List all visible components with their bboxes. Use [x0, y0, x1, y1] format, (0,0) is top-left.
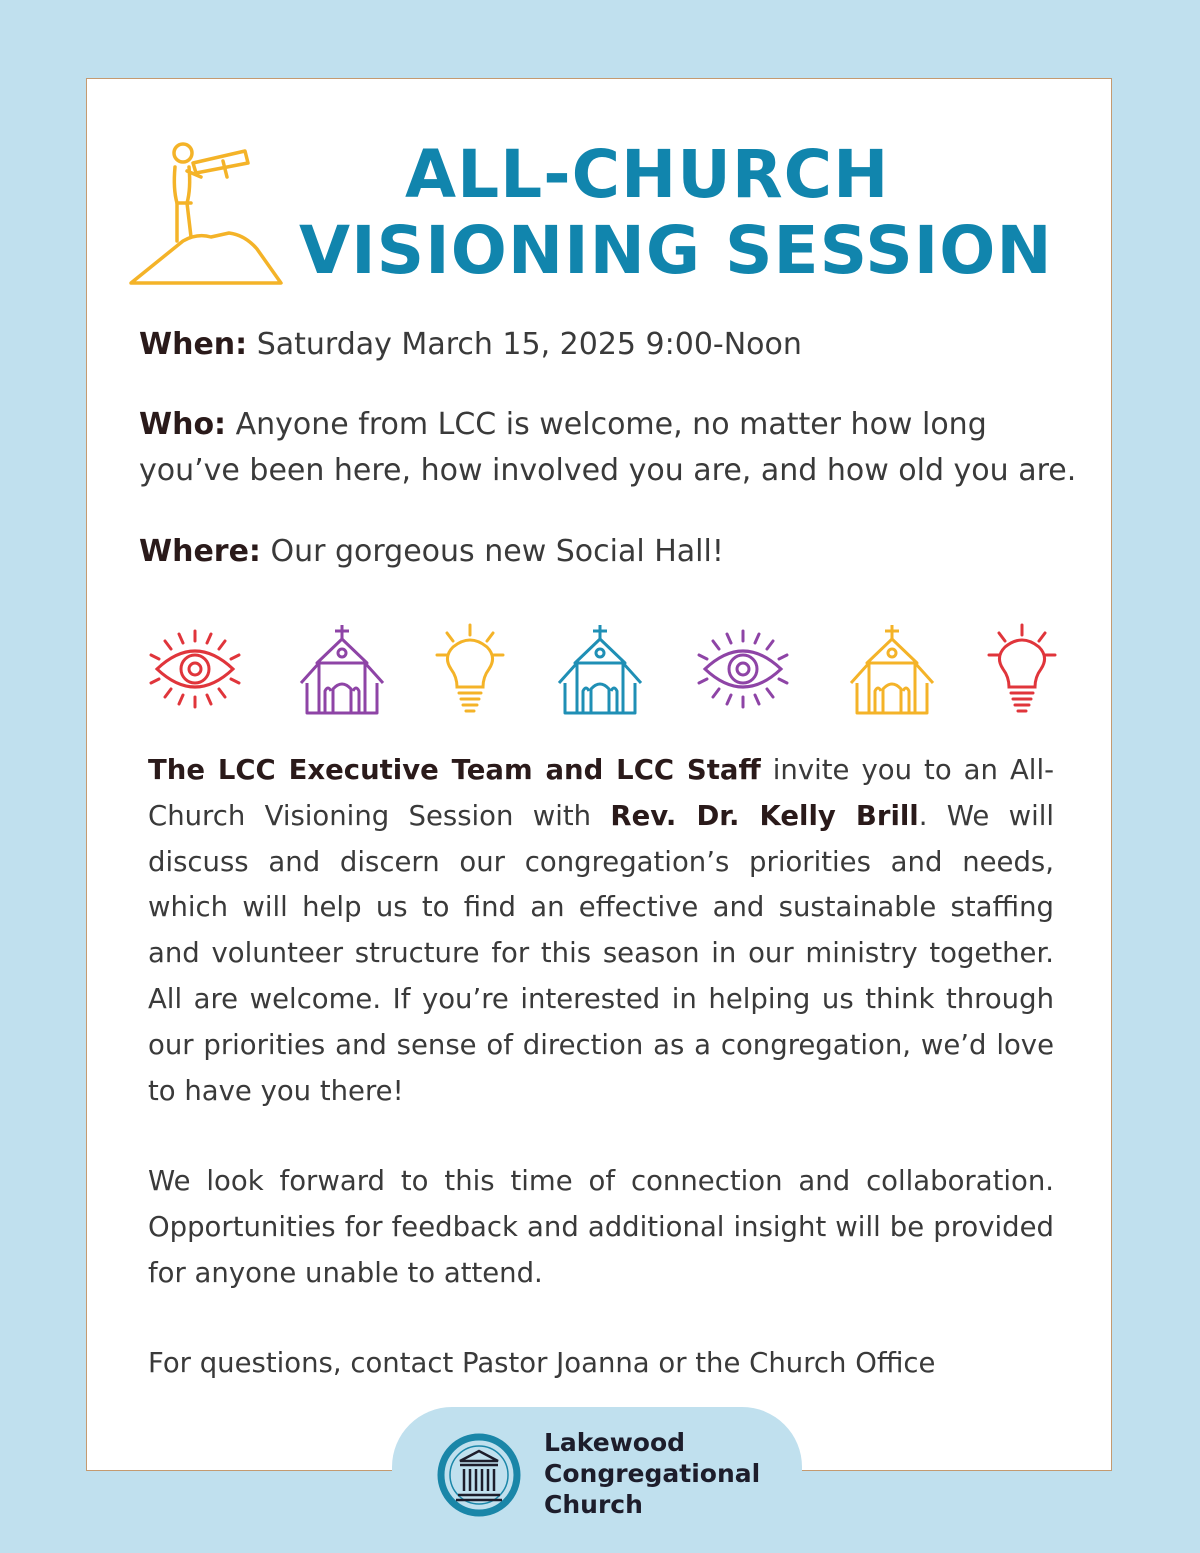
when-value: Saturday March 15, 2025 9:00-Noon: [256, 327, 802, 362]
speaker-name: Rev. Dr. Kelly Brill: [610, 799, 919, 832]
contact-line: For questions, contact Pastor Joanna or the Church Office: [148, 1347, 936, 1379]
closing-paragraph: We look forward to this time of connection and collaboration. Opportunities for feedback and additional insight will be provided for anyone unable to attend.: [148, 1165, 1054, 1289]
invitation-paragraph: [148, 748, 1054, 1114]
where-value: Our gorgeous new Social Hall!: [270, 534, 724, 569]
lightbulb-icon: [433, 621, 507, 717]
church-name-line-1: Lakewood: [544, 1428, 686, 1457]
title-line-1: ALL-CHURCH: [405, 136, 890, 213]
host-names: The LCC Executive Team and LCC Staff: [148, 754, 761, 786]
church-icon: [555, 621, 645, 717]
where-line: [139, 529, 1079, 575]
telescope-lookout-icon: [127, 137, 287, 287]
who-line: [139, 402, 1079, 494]
invitation-text-1: invite you to an All-Church Visioning Session with: [148, 754, 1055, 832]
when-label: When:: [139, 327, 248, 362]
who-value-line-2: you’ve been here, how involved you are, and how old you are.: [139, 453, 1077, 488]
who-label: Who:: [139, 407, 227, 442]
church-icon: [297, 621, 387, 717]
church-columns-logo-icon: [436, 1425, 522, 1525]
footer-logo-tab: [392, 1407, 802, 1553]
eye-icon: [691, 621, 795, 717]
invitation-text-2: . We will discuss and discern our congregation’s priorities and needs, which will help us to find an effective and sustainable staffing and volunteer structure for this season in our ministry together. All are welcome. If you’re interested in helping us think through our priorities and sense of direction as a congregation, we’d love to have you there!: [148, 799, 1054, 1107]
church-name: [544, 1427, 760, 1520]
church-name-line-2: Congregational: [544, 1459, 761, 1488]
when-line: [139, 322, 1079, 368]
church-icon: [847, 621, 937, 717]
lightbulb-icon: [985, 621, 1059, 717]
who-value-line-1: Anyone from LCC is welcome, no matter how long: [235, 407, 987, 442]
eye-icon: [143, 621, 247, 717]
title-line-2: VISIONING SESSION: [299, 212, 1053, 289]
flyer-card: [86, 78, 1112, 1471]
church-name-line-3: Church: [544, 1490, 643, 1519]
decorative-icon-row: [139, 621, 1069, 721]
where-label: Where:: [139, 534, 261, 569]
